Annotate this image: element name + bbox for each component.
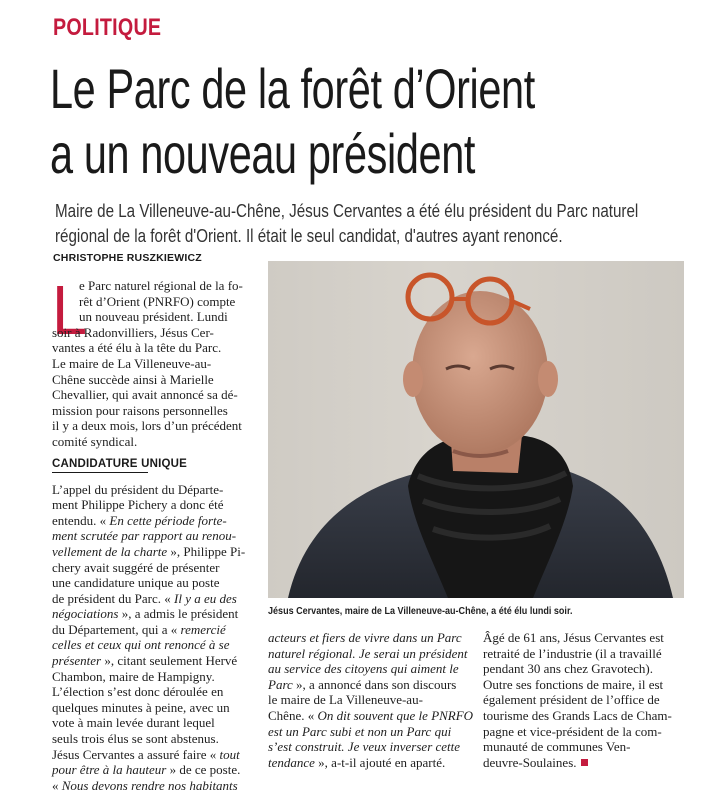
section-rubric: POLITIQUE <box>53 14 162 41</box>
headline <box>50 56 612 186</box>
text-line: Chambon, maire de Hampigny. <box>52 668 215 684</box>
text-line: Âgé de 61 ans, Jésus Cervantes est <box>483 630 664 645</box>
text-line: vantes a été élu à la tête du Parc. <box>52 340 222 356</box>
text-line: entendu. « En cette période forte- <box>52 512 227 528</box>
text-line: un nouveau président. Lundi <box>79 309 228 325</box>
text-line: le maire de La Villeneuve-au- <box>268 692 423 708</box>
text-line: chery avait suggéré de présenter <box>52 559 220 575</box>
article-subtitle <box>55 198 674 248</box>
text-line: est un Parc subi et non un Parc qui <box>268 723 452 739</box>
text-line: acteurs et fiers de vivre dans un Parc <box>268 630 462 645</box>
text-line: Chêne succède ainsi à Marielle <box>52 371 214 387</box>
text-line: soir à Radonvilliers, Jésus Cer- <box>52 324 214 340</box>
drop-cap: L <box>52 271 88 349</box>
article-column-3 <box>483 630 687 770</box>
end-of-article-mark <box>581 759 588 766</box>
text-line: pendant 30 ans chez Gravotech). <box>483 661 654 677</box>
text-line: du Département, qui a « remercié <box>52 621 226 637</box>
text-line: s’est construit. Je veux inverser cette <box>268 739 461 755</box>
text-line: Outre ses fonctions de maire, il est <box>483 676 664 692</box>
text-line: tendance », a-t-il ajouté en aparté. <box>268 754 446 770</box>
text-line: vote à main levée durant lequel <box>52 715 215 731</box>
text-line: mission pour raisons personnelles <box>52 402 228 418</box>
text-line: pagne et vice-président de la com- <box>483 723 662 739</box>
intertitle-underline <box>52 472 148 473</box>
text-line: deuvre-Soulaines. <box>483 755 687 771</box>
text-line: L’appel du président du Départe- <box>52 481 224 497</box>
text-line: seuls trois élus se sont abstenus. <box>52 731 219 747</box>
headline-line: Le Parc de la forêt d’Orient <box>50 57 535 120</box>
article-column-2 <box>268 630 474 770</box>
text-line: « Nous devons rendre nos habitants <box>52 777 238 793</box>
text-line: Parc », a annoncé dans son discours <box>268 676 457 692</box>
text-line: comité syndical. <box>52 433 138 449</box>
text-line: rêt d’Orient (PNRFO) compte <box>79 293 236 309</box>
text-line: de président du Parc. « Il y a eu des <box>52 590 237 606</box>
photo-caption: Jésus Cervantes, maire de La Villeneuve-au-Chêne, a été élu lundi soir. <box>268 605 573 617</box>
text-line: quelques minutes à peine, avec un <box>52 699 230 715</box>
text-line: retraité de l’industrie (il a travaillé <box>483 645 662 661</box>
text-line: Jésus Cervantes a assuré faire « tout <box>52 746 240 762</box>
text-line: au service des citoyens qui aiment le <box>268 661 459 677</box>
article-column-1 <box>52 271 260 793</box>
subtitle-line: régional de la forêt d'Orient. Il était le seul candidat, d'autres ayant renoncé. <box>55 225 563 246</box>
headline-line: a un nouveau président <box>50 122 476 185</box>
text-line: il y a deux mois, lors d’un précédent <box>52 418 242 434</box>
text-line: pour être à la hauteur » de ce poste. <box>52 762 241 778</box>
text-line: ment Philippe Pichery a donc été <box>52 497 224 513</box>
intertitle: CANDIDATURE UNIQUE <box>52 458 187 470</box>
text-line: L’élection s’est donc déroulée en <box>52 684 224 700</box>
text-line: négociations », a admis le président <box>52 606 239 622</box>
portrait-photo <box>268 261 684 598</box>
text-line: Le maire de La Villeneuve-au- <box>52 355 212 371</box>
text-line: munauté de communes Ven- <box>483 739 631 755</box>
subtitle-line: Maire de La Villeneuve-au-Chêne, Jésus Cervantes a été élu président du Parc naturel <box>55 200 639 221</box>
text-line: e Parc naturel régional de la fo- <box>79 278 243 293</box>
text-line: tourisme des Grands Lacs de Cham- <box>483 707 672 723</box>
text-line: vellement de la charte », Philippe Pi- <box>52 543 246 559</box>
text-line: présenter », citant seulement Hervé <box>52 653 238 669</box>
text-line: naturel régional. Je serai un président <box>268 645 468 661</box>
text-line: également président de l’office de <box>483 692 660 708</box>
text-line: Chêne. « On dit souvent que le PNRFO <box>268 707 474 723</box>
author-byline: CHRISTOPHE RUSZKIEWICZ <box>53 252 202 264</box>
text-line: une candidature unique au poste <box>52 575 220 591</box>
text-line: celles et ceux qui ont renoncé à se <box>52 637 230 653</box>
text-line: Chevallier, qui avait annoncé sa dé- <box>52 387 238 403</box>
text-line: ment scrutée par rapport au renou- <box>52 528 237 544</box>
